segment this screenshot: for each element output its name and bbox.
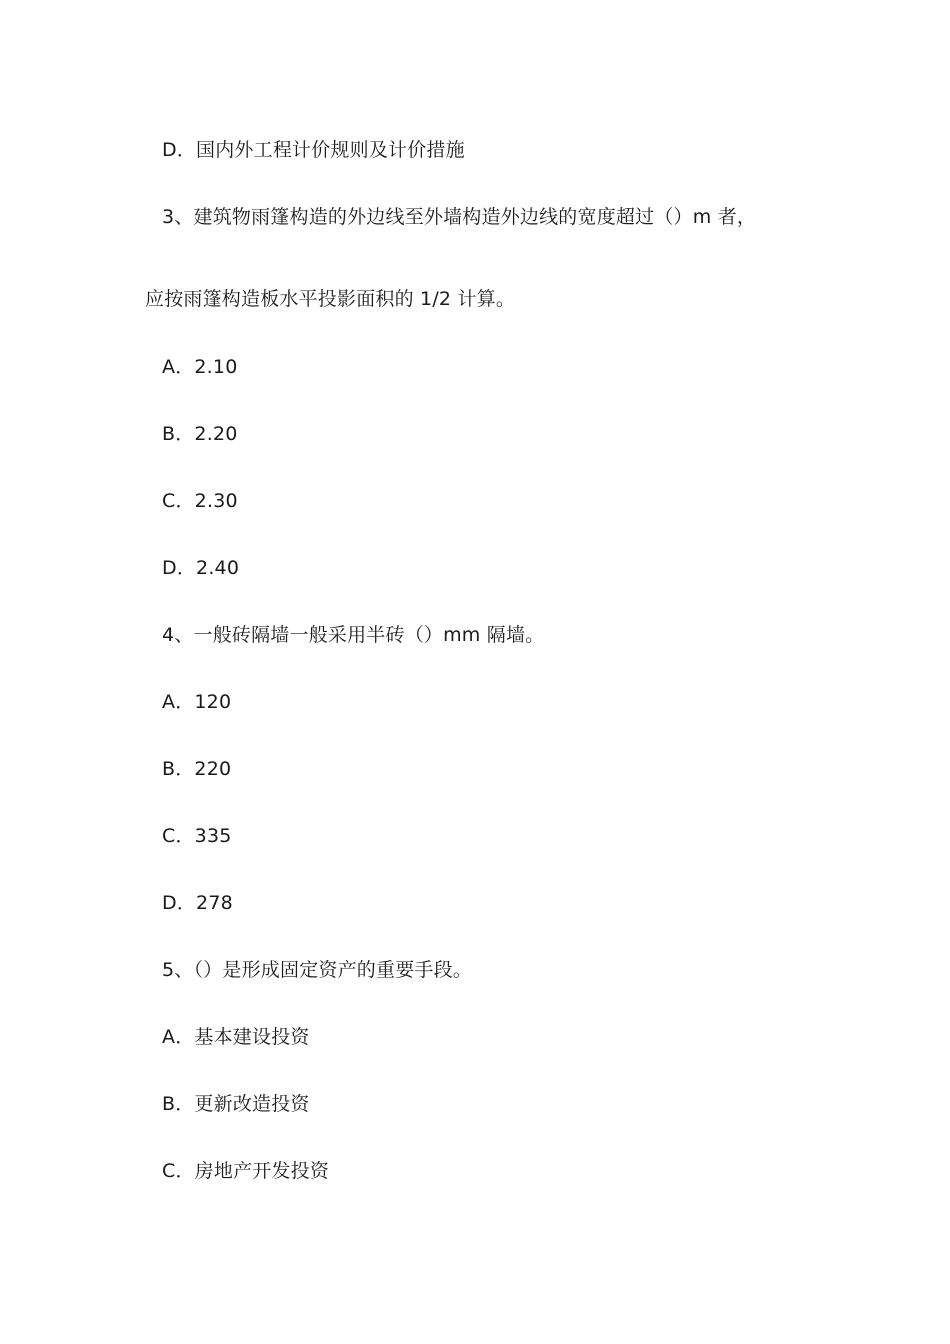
option-a-q5: A．基本建设投资 — [162, 1026, 310, 1048]
option-b-q5: B．更新改造投资 — [162, 1093, 310, 1115]
question-3: 3、建筑物雨篷构造的外边线至外墙构造外边线的宽度超过（）m 者， — [162, 206, 757, 228]
option-d-q2: D．国内外工程计价规则及计价措施 — [162, 139, 465, 161]
question-4: 4、一般砖隔墙一般采用半砖（）mm 隔墙。 — [162, 624, 545, 646]
question-3-continuation: 应按雨篷构造板水平投影面积的 1/2 计算。 — [145, 288, 516, 310]
option-c-q3: C．2.30 — [162, 490, 238, 512]
option-d-q4: D．278 — [162, 892, 233, 914]
option-a-q3: A．2.10 — [162, 356, 238, 378]
option-d-q3: D．2.40 — [162, 557, 240, 579]
option-b-q3: B．2.20 — [162, 423, 238, 445]
option-a-q4: A．120 — [162, 691, 232, 713]
option-b-q4: B．220 — [162, 758, 232, 780]
option-c-q4: C．335 — [162, 825, 232, 847]
option-c-q5: C．房地产开发投资 — [162, 1160, 330, 1182]
question-5: 5、（）是形成固定资产的重要手段。 — [162, 959, 472, 981]
